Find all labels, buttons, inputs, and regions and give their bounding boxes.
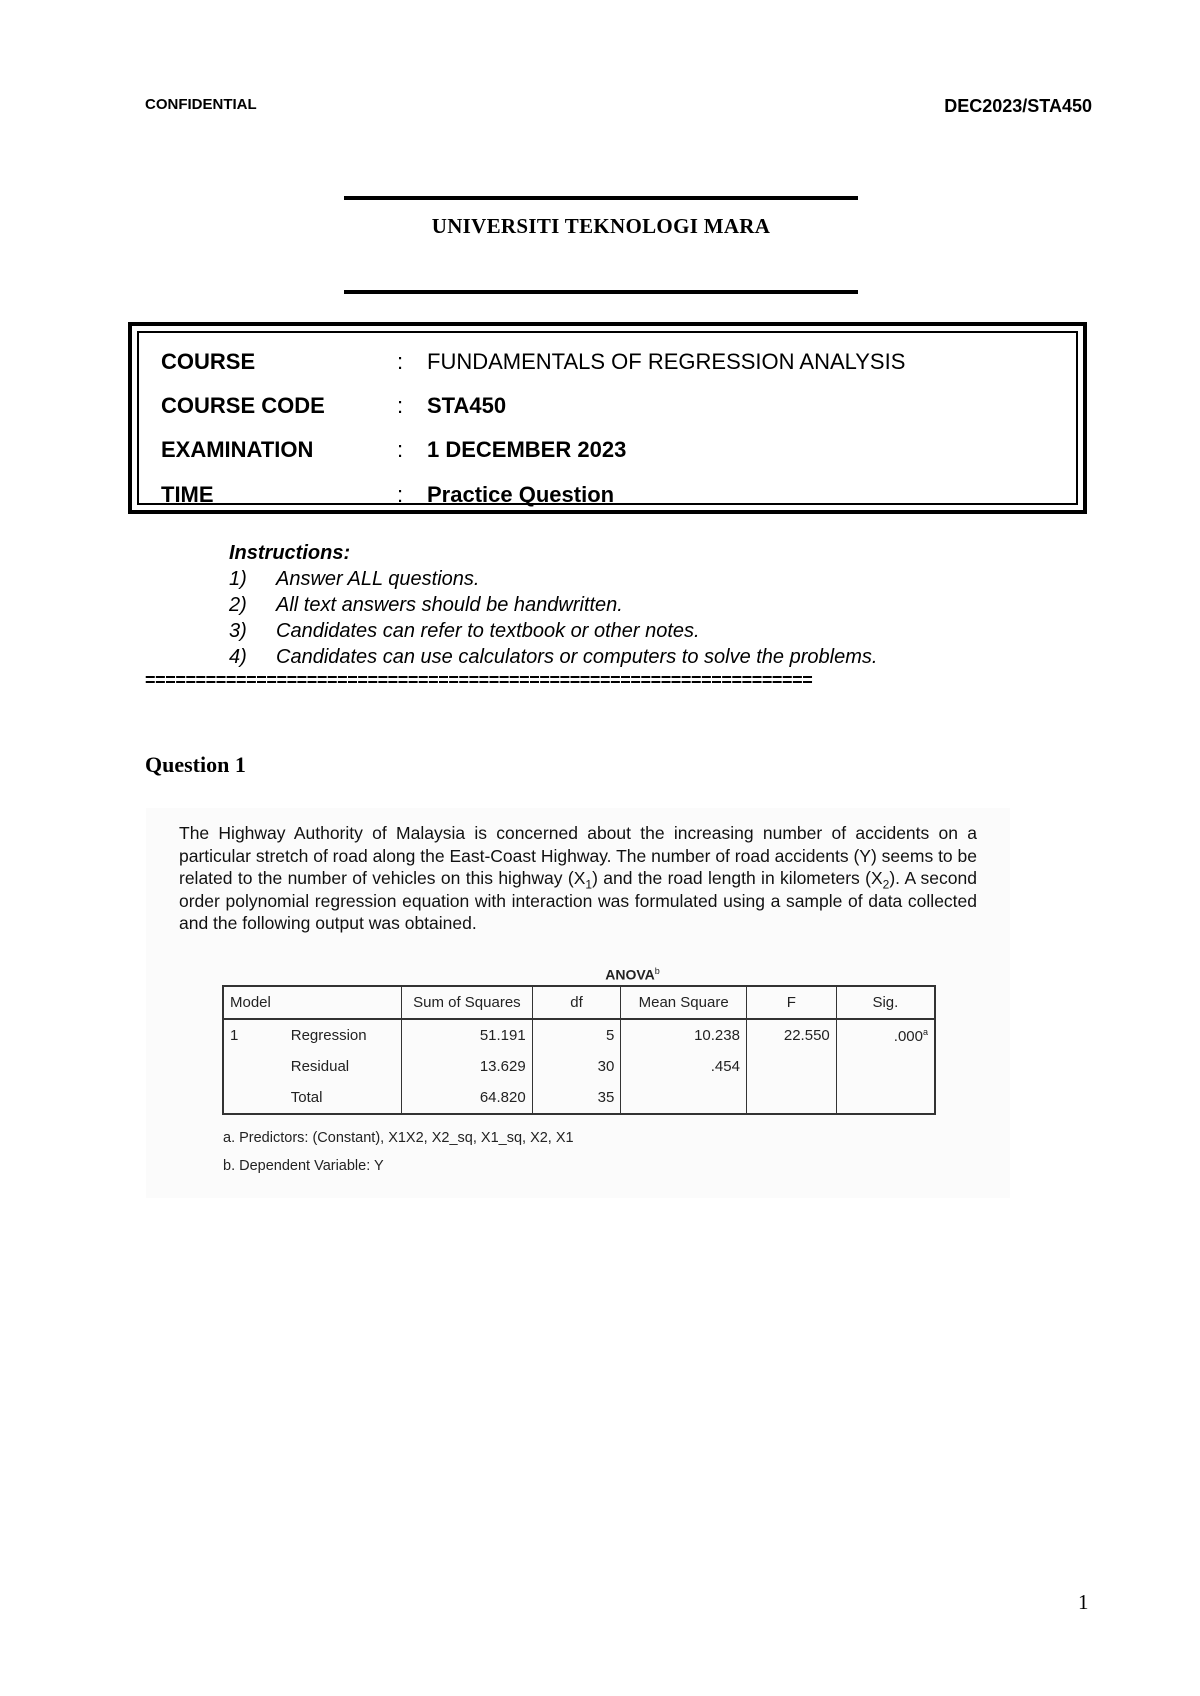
- instruction-text: All text answers should be handwritten.: [276, 594, 623, 616]
- question-title: Question 1: [145, 752, 246, 777]
- paper-code: DEC2023/STA450: [944, 96, 1092, 116]
- colon: :: [397, 482, 404, 507]
- model-cell: [223, 1082, 285, 1114]
- subscript: 1: [585, 877, 593, 892]
- sig-cell: [836, 1019, 935, 1051]
- ms-cell: [621, 1082, 747, 1114]
- superscript: b: [654, 966, 660, 976]
- instruction-item: [229, 592, 877, 618]
- instruction-item: [229, 618, 877, 644]
- instruction-text: Candidates can refer to textbook or other notes.: [276, 620, 700, 642]
- model-cell: 1: [223, 1019, 285, 1051]
- instruction-text: Candidates can use calculators or computers to solve the problems.: [276, 646, 878, 668]
- superscript: a: [922, 1026, 928, 1037]
- ss-cell: 51.191: [402, 1019, 533, 1051]
- table-row: [223, 1051, 935, 1082]
- instructions: [229, 540, 877, 670]
- time-value: Practice Question: [427, 482, 615, 507]
- sig-cell: [836, 1082, 935, 1114]
- course-code-label: COURSE CODE: [161, 393, 325, 418]
- anova-title-text: ANOVA: [605, 966, 655, 983]
- source-cell: Residual: [285, 1051, 402, 1082]
- top-rule: [344, 196, 858, 200]
- university-name: UNIVERSITI TEKNOLOGI MARA: [431, 214, 771, 238]
- ms-cell: .454: [621, 1051, 747, 1082]
- question-text-part: ). A second order polynomial regression equation with interaction was formulated using a sample of data collected and the following output was obtained.: [179, 868, 977, 933]
- course-info-box: [128, 322, 1087, 514]
- sig-value: .000: [893, 1027, 923, 1045]
- separator-line: ==================================================================: [145, 672, 813, 688]
- column-header: Sum of Squares: [402, 986, 533, 1019]
- f-cell: [746, 1051, 836, 1082]
- instructions-title: Instructions:: [229, 542, 351, 564]
- instruction-number: 3): [229, 620, 247, 642]
- anova-title: [546, 966, 719, 983]
- anova-footnote-b: b. Dependent Variable: Y: [223, 1158, 384, 1174]
- instruction-item: [229, 566, 877, 592]
- model-cell: [223, 1051, 285, 1082]
- df-cell: 35: [532, 1082, 621, 1114]
- course-info-inner-border: [137, 331, 1078, 505]
- course-value: FUNDAMENTALS OF REGRESSION ANALYSIS: [427, 349, 906, 374]
- question-text-part: The Highway Authority of Malaysia is concerned about the increasing number of accidents on a particular stretch of road along the East-Coast Highway. The number of road accidents (Y) seems to be related to the number of vehicles on this highway (X: [179, 823, 977, 888]
- confidential-label: CONFIDENTIAL: [145, 96, 257, 113]
- table-row: [223, 1019, 935, 1051]
- source-cell: Total: [285, 1082, 402, 1114]
- f-cell: 22.550: [746, 1019, 836, 1051]
- instruction-number: 2): [229, 594, 247, 616]
- column-header: Mean Square: [621, 986, 747, 1019]
- df-cell: 5: [532, 1019, 621, 1051]
- ss-cell: 13.629: [402, 1051, 533, 1082]
- colon: :: [397, 437, 404, 462]
- column-header: df: [532, 986, 621, 1019]
- colon: :: [397, 393, 404, 418]
- column-header: F: [746, 986, 836, 1019]
- anova-table: [222, 985, 936, 1115]
- instruction-number: 4): [229, 646, 247, 668]
- subscript: 2: [882, 877, 890, 892]
- instruction-text: Answer ALL questions.: [276, 568, 480, 590]
- instruction-number: 1): [229, 568, 247, 590]
- ms-cell: 10.238: [621, 1019, 747, 1051]
- course-code-value: STA450: [427, 393, 507, 418]
- source-cell: Regression: [285, 1019, 402, 1051]
- bottom-rule: [344, 290, 858, 294]
- sig-cell: [836, 1051, 935, 1082]
- page-number: 1: [1078, 1590, 1089, 1614]
- anova-footnote-a: a. Predictors: (Constant), X1X2, X2_sq, X1_sq, X2, X1: [223, 1130, 574, 1146]
- time-label: TIME: [161, 482, 214, 507]
- examination-value: 1 DECEMBER 2023: [427, 437, 627, 462]
- column-header: Sig.: [836, 986, 935, 1019]
- question-text-part: ) and the road length in kilometers (X: [592, 868, 883, 888]
- table-header-row: [223, 986, 935, 1019]
- ss-cell: 64.820: [402, 1082, 533, 1114]
- examination-label: EXAMINATION: [161, 437, 314, 462]
- colon: :: [397, 349, 404, 374]
- instruction-item: [229, 644, 877, 670]
- course-label: COURSE: [161, 349, 256, 374]
- instructions-list: [229, 566, 877, 670]
- question-image: [146, 808, 1010, 1198]
- table-row: [223, 1082, 935, 1114]
- df-cell: 30: [532, 1051, 621, 1082]
- question-text: [179, 822, 977, 935]
- column-header: Model: [223, 986, 402, 1019]
- f-cell: [746, 1082, 836, 1114]
